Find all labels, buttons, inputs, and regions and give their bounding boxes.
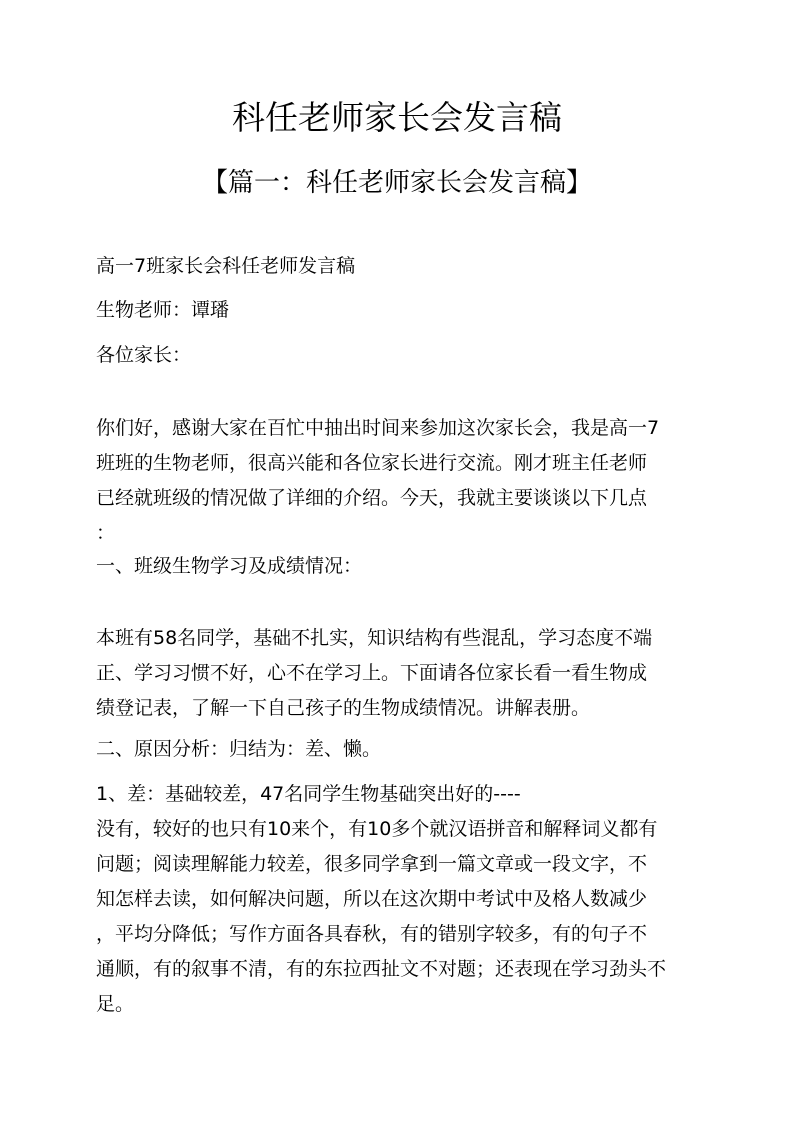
salutation-line: 各位家长： xyxy=(96,344,192,366)
paragraph-line: 已经就班级的情况做了详细的介绍。今天，我就主要谈谈以下几点 xyxy=(96,487,648,509)
paragraph-line: 问题；阅读理解能力较差，很多同学拿到一篇文章或一段文字，不 xyxy=(96,853,648,875)
meta-heading: 高一7班家长会科任老师发言稿 xyxy=(96,255,356,277)
document-subtitle: 【篇一：科任老师家长会发言稿】 xyxy=(201,168,592,198)
paragraph-line: 你们好，感谢大家在百忙中抽出时间来参加这次家长会，我是高一7 xyxy=(96,417,660,439)
paragraph-line: 1、差：基础较差，47名同学生物基础突出好的---- xyxy=(96,783,521,805)
section1-heading: 一、班级生物学习及成绩情况： xyxy=(96,555,363,577)
paragraph-line: 绩登记表，了解一下自己孩子的生物成绩情况。讲解表册。 xyxy=(96,697,591,719)
document-title: 科任老师家长会发言稿 xyxy=(232,98,562,137)
paragraph-line: 足。 xyxy=(96,993,135,1015)
section2-paragraph xyxy=(96,777,706,1022)
paragraph-line: 知怎样去读，如何解决问题，所以在这次期中考试中及格人数减少 xyxy=(96,888,648,910)
section1-paragraph xyxy=(96,621,706,726)
paragraph-line: ： xyxy=(96,522,116,544)
intro-paragraph xyxy=(96,411,706,551)
paragraph-line: 本班有58名同学，基础不扎实，知识结构有些混乱，学习态度不端 xyxy=(96,627,653,649)
paragraph-line: ，平均分降低；写作方面各具春秋，有的错别字较多，有的句子不 xyxy=(96,923,648,945)
section2-heading: 二、原因分析：归结为：差、懒。 xyxy=(96,738,382,760)
paragraph-line: 通顺，有的叙事不清，有的东拉西扯文不对题；还表现在学习劲头不 xyxy=(96,958,667,980)
speaker-line: 生物老师：谭璠 xyxy=(96,299,230,321)
paragraph-line: 班班的生物老师，很高兴能和各位家长进行交流。刚才班主任老师 xyxy=(96,452,648,474)
paragraph-line: 没有，较好的也只有10来个，有10多个就汉语拼音和解释词义都有 xyxy=(96,818,658,840)
paragraph-line: 正、学习习惯不好，心不在学习上。下面请各位家长看一看生物成 xyxy=(96,662,648,684)
